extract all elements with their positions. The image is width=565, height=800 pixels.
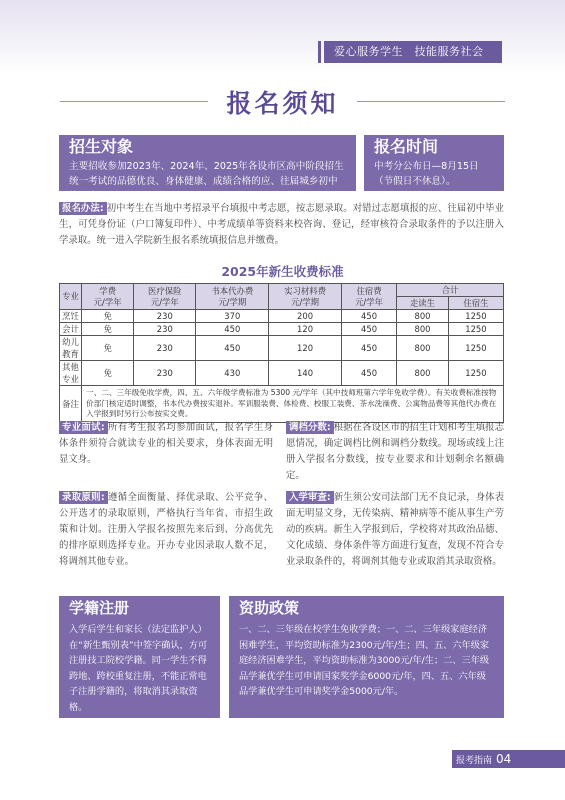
method-tag: 报名办法: (59, 202, 107, 215)
enrollment-target-heading: 招生对象 (59, 135, 356, 157)
interview-text: 所有考生报名均参加面试，报名学生身体条件须符合就读专业的相关要求，身体表面无明显文身。 (59, 422, 273, 465)
header-books: 书本代办费 元/学期 (196, 284, 269, 310)
review-tag: 入学审查: (286, 491, 334, 504)
slogan-accent-bar (318, 41, 321, 63)
title-rule-right (357, 101, 505, 102)
admission-paragraph (59, 490, 273, 570)
aid-body: 一、二、三年级在校学生免收学费；一、二、三年级家庭经济困难学生，平均资助标准为2300元/年/生；四、五、六年级家庭经济困难学生，平均资助标准为3000元/年/生；二、三年级品学兼优学生可申请国家奖学金6000元/年，四、五、六年级品学兼优学生可申请奖学金5000元/年。 (229, 620, 504, 718)
note-text: 一、二、三年级免收学费，四、五、六年级学费标准为 5300 元/学年（其中技师班第六学年免收学费）。有关收费标准按物价部门核定适时调整，书本代办费按实退补。军训服装费、体检费、校服工装费、茶水洗澡费、公寓物品费等其他代办费在入学报到时另行公布按实交费。 (82, 386, 504, 423)
page-number: 04 (496, 752, 512, 766)
footer-label: 报考指南 (456, 756, 493, 766)
header-tuition: 学费 元/学年 (82, 284, 134, 310)
enrollment-target-body: 主要招收参加2023年、2024年、2025年各设市区高中阶段招生统一考试的品德优良、身体健康、成绩合格的应、往届城乡初中毕业生。 (59, 157, 356, 191)
review-text: 新生须公安司法部门无不良记录，身体表面无明显文身，无传染病、精神病等不能从事生产劳动的疾病。新生入学报到后，学校将对其政治品德、文化成绩、身体条件等方面进行复查，发现不符合专业录取条件的，将调剂其他专业或取消其录取资格。 (286, 492, 505, 567)
registration-body: 入学后学生和家长（法定监护人）在“新生甄别表”中签字确认，方可注册技工院校学籍。同一学生不得跨地、跨校重复注册，不能正常电子注册学籍的，将取消其录取资格。 (59, 620, 220, 718)
header-slogan: 爱心服务学生 技能服务社会 (324, 41, 502, 63)
method-paragraph (59, 201, 504, 249)
header-day: 走读生 (397, 297, 449, 310)
table-row: 幼儿教育 免 230 450 120 450 800 1250 (60, 336, 504, 361)
score-line-text: 根据在各设区市的招生计划和考生填报志愿情况，确定调档比例和调档分数线。现场或线上注册入学报名分数线，按专业要求和计划剩余名额确定。 (286, 422, 505, 481)
score-line-tag: 调档分数: (286, 421, 334, 434)
header-insurance: 医疗保险 元/学年 (134, 284, 196, 310)
table-row: 其他专业 免 230 430 140 450 800 1250 (60, 361, 504, 386)
note-label: 备注 (60, 386, 82, 423)
header-lodging: 住宿费 元/学年 (341, 284, 396, 310)
page-title: 报名须知 (226, 89, 339, 118)
header-materials: 实习材料费 元/学期 (269, 284, 342, 310)
footer-bar (452, 750, 565, 768)
fee-table (59, 283, 504, 423)
score-line-paragraph (286, 420, 504, 484)
header-boarding: 住宿生 (448, 297, 503, 310)
review-paragraph (286, 490, 504, 570)
enrollment-time-body: 中考分公布日—8月15日（节假日不休息）。 (364, 157, 504, 191)
admission-tag: 录取原则: (59, 491, 108, 504)
header-major: 专业 (60, 284, 82, 310)
method-text: 初中考生在当地中考招录平台填报中考志愿，按志愿录取。对错过志愿填报的应、往届初中毕业生，可凭身份证（户口簿复印件）、中考成绩单等资料来校咨询、登记，经审核符合录取条件的予以注册入学录取。统一进入学院新生报名系统填报信息并缴费。 (59, 203, 505, 246)
table-row: 会计 免 230 450 120 450 800 1250 (60, 323, 504, 336)
table-note-row (60, 386, 504, 423)
aid-heading: 资助政策 (229, 596, 504, 620)
admission-text: 遵循全面衡量、择优录取、公平竞争、公开选才的录取原则，严格执行当年省、市招生政策和计划。注册入学报名按照先来后到、分高优先的排序原则选择专业。开办专业因录取人数不足，将调剂其他专业。 (59, 492, 273, 567)
enrollment-time-heading: 报名时间 (364, 135, 504, 157)
registration-heading: 学籍注册 (59, 596, 220, 620)
header-total: 合计 (397, 284, 504, 297)
fee-table-title: 2025年新生收费标准 (221, 264, 344, 279)
interview-paragraph (59, 420, 273, 468)
interview-tag: 专业面试: (59, 421, 108, 434)
table-row: 烹饪 免 230 370 200 450 800 1250 (60, 310, 504, 323)
